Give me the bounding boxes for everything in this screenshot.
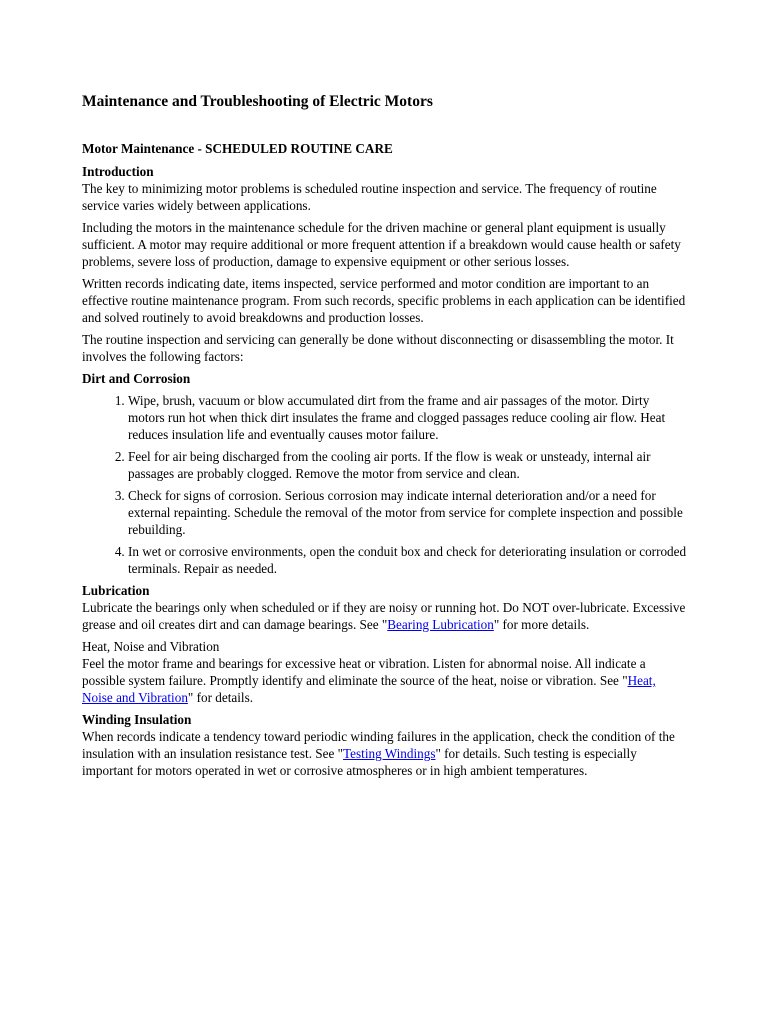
testing-windings-link[interactable]: Testing Windings (343, 746, 436, 761)
dirt-list (82, 392, 688, 577)
winding-heading: Winding Insulation (82, 712, 192, 727)
document-title: Maintenance and Troubleshooting of Electric Motors (82, 93, 433, 110)
winding-text-end: " for details. Such testing is especially important for motors operated in wet or corrosive atmospheres or in high ambient temperatures. (82, 746, 637, 778)
winding-text: When records indicate a tendency toward periodic winding failures in the application, check the condition of the insulation with an insulation resistance test. See " (82, 729, 675, 761)
winding-paragraph (82, 728, 688, 779)
intro-paragraph-1: The key to minimizing motor problems is scheduled routine inspection and service. The frequency of routine service varies widely between applications. (82, 181, 657, 213)
heat-heading: Heat, Noise and Vibration (82, 639, 220, 654)
list-item: 2. Feel for air being discharged from the cooling air ports. If the flow is weak or unsteady, internal air passages are probably clogged. Remove the motor from service and clean. (128, 448, 688, 482)
intro-paragraph-3: Written records indicating date, items inspected, service performed and motor condition are important to an effective routine maintenance program. From such records, specific problems in each application can be identified and solved routinely to avoid breakdowns and production losses. (82, 276, 686, 325)
document-page (82, 92, 688, 784)
lubrication-heading: Lubrication (82, 583, 150, 598)
heat-text-end: " for details. (187, 690, 253, 705)
lubrication-text-end: " for more details. (493, 617, 590, 632)
lubrication-text: Lubricate the bearings only when scheduled or if they are noisy or running hot. Do NOT over-lubricate. Excessive grease and oil creates dirt and can damage bearings. See " (82, 600, 686, 632)
list-item: 1. Wipe, brush, vacuum or blow accumulated dirt from the frame and air passages of the motor. Dirty motors run hot when thick dirt insulates the frame and clogged passages reduce cooling air flow. Heat reduces insulation life and eventually causes motor failure. (128, 392, 688, 443)
intro-paragraph-4: The routine inspection and servicing can generally be done without disconnecting or disassembling the motor. It involves the following factors: (82, 332, 674, 364)
intro-paragraph-2: Including the motors in the maintenance schedule for the driven machine or general plant equipment is usually sufficient. A motor may require additional or more frequent attention if a breakdown would cause health or safety problems, severe loss of production, damage to expensive equipment or other serious losses. (82, 220, 681, 269)
lubrication-paragraph (82, 599, 688, 633)
bearing-lubrication-link[interactable]: Bearing Lubrication (387, 617, 494, 632)
heat-noise-vibration-link[interactable]: Heat, Noise and Vibration (82, 673, 656, 705)
list-item: 4. In wet or corrosive environments, open the conduit box and check for deteriorating insulation or corroded terminals. Repair as needed. (128, 543, 688, 577)
section-subtitle: Motor Maintenance - SCHEDULED ROUTINE CARE (82, 141, 393, 156)
heat-text: Feel the motor frame and bearings for excessive heat or vibration. Listen for abnormal noise. All indicate a possible system failure. Promptly identify and eliminate the source of the heat, noise or vibration. See " (82, 656, 646, 688)
list-item: 3. Check for signs of corrosion. Serious corrosion may indicate internal deterioration and/or a need for external repainting. Schedule the removal of the motor from service for complete inspection and possible rebuilding. (128, 487, 688, 538)
dirt-heading: Dirt and Corrosion (82, 371, 191, 386)
intro-heading: Introduction (82, 164, 154, 179)
heat-paragraph (82, 655, 688, 706)
